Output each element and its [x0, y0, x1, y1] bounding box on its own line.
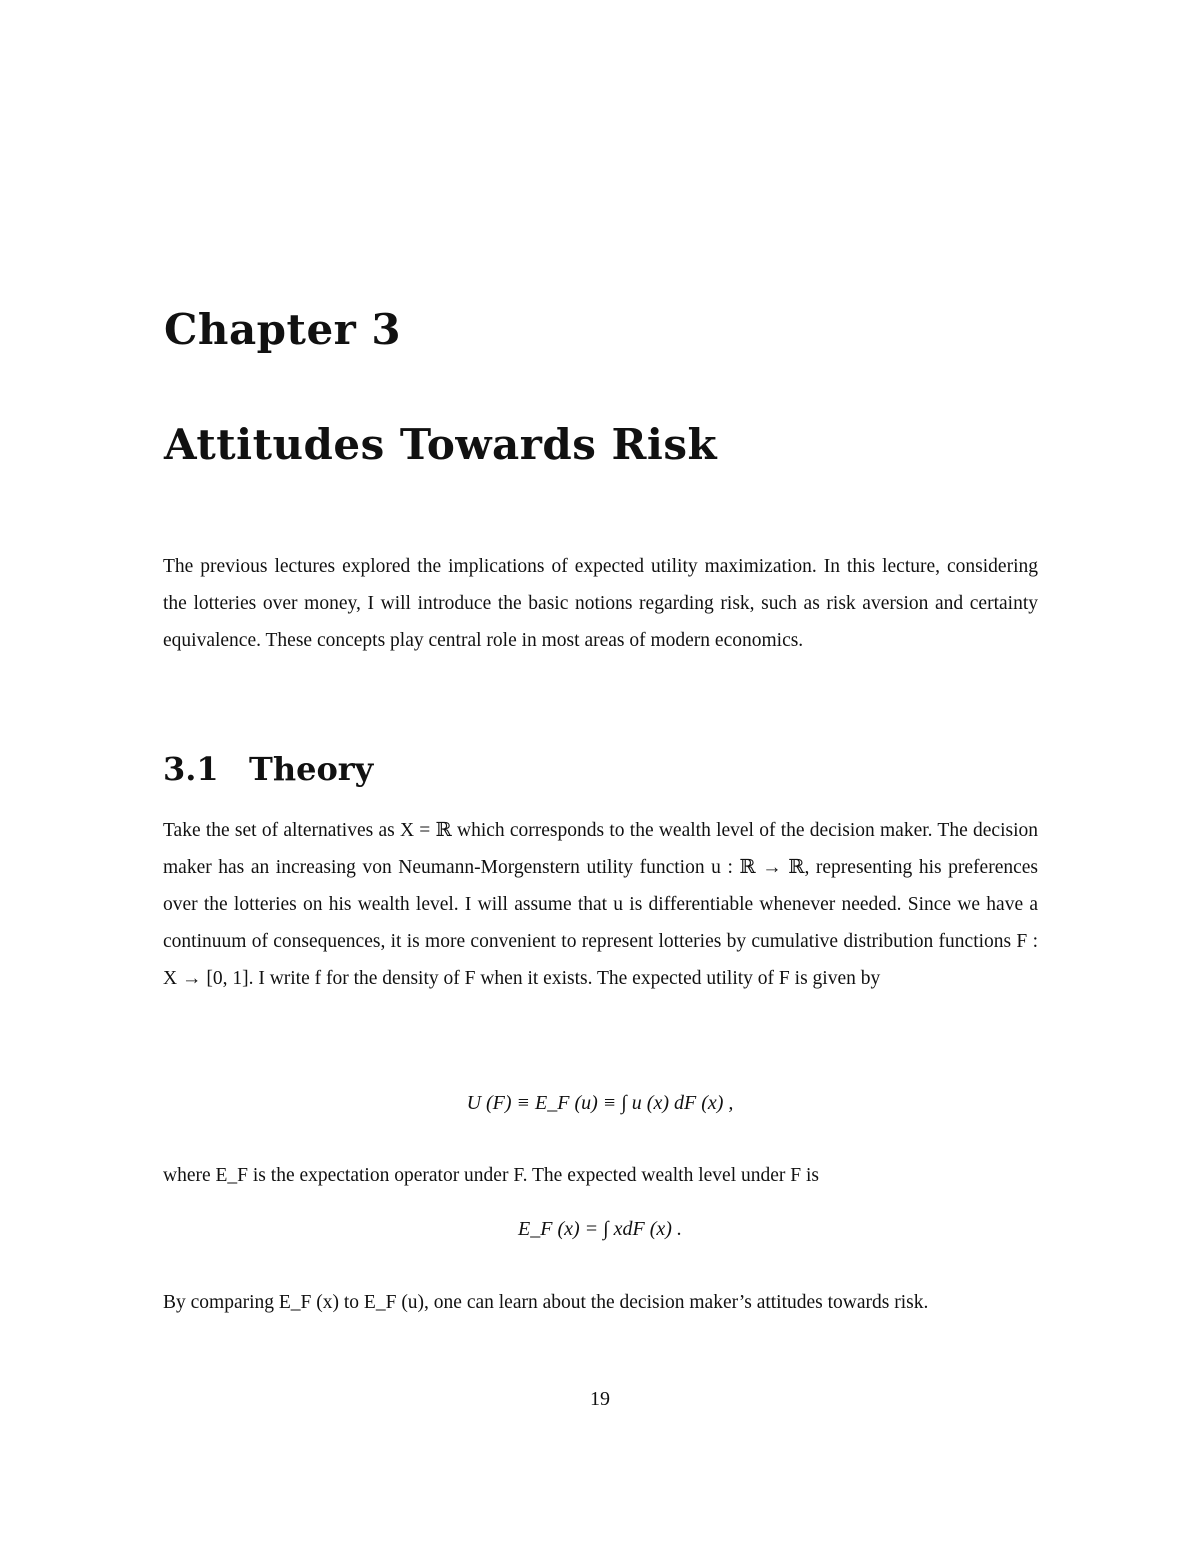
section-number: 3.1: [163, 750, 219, 788]
equation-expected-utility-text: U (F) ≡ E_F (u) ≡ ∫ u (x) dF (x) ,: [466, 1092, 734, 1114]
equation-expected-utility: [0, 1092, 1200, 1115]
equation-expected-wealth-text: E_F (x) = ∫ xdF (x) .: [518, 1218, 682, 1240]
theory-paragraph-3: By comparing E_F (x) to E_F (u), one can learn about the decision maker’s attitudes towards risk.: [163, 1292, 929, 1313]
intro-paragraph: The previous lectures explored the implications of expected utility maximization. In this lecture, considering the lotteries over money, I will introduce the basic notions regarding risk, such as risk aversion and certainty equivalence. These concepts play central role in most areas of modern economics.: [163, 556, 1038, 651]
theory-paragraph-2: where E_F is the expectation operator under F. The expected wealth level under F is: [163, 1165, 819, 1186]
chapter-label: Chapter 3: [164, 305, 402, 354]
page-number: 19: [590, 1388, 610, 1410]
theory-paragraph-1: Take the set of alternatives as X = ℝ which corresponds to the wealth level of the decision maker. The decision maker has an increasing von Neumann-Morgenstern utility function u : ℝ → ℝ, representing his preferences over the lotteries on his wealth level. I will assume that u is differentiable whenever needed. Since we have a continuum of consequences, it is more convenient to represent lotteries by cumulative distribution functions F : X → [0, 1]. I write f for the density of F when it exists. The expected utility of F is given by: [163, 820, 1038, 989]
equation-expected-wealth: [0, 1218, 1200, 1241]
chapter-title: Attitudes Towards Risk: [164, 420, 718, 469]
section-heading: [163, 750, 373, 788]
section-title: Theory: [249, 750, 374, 788]
